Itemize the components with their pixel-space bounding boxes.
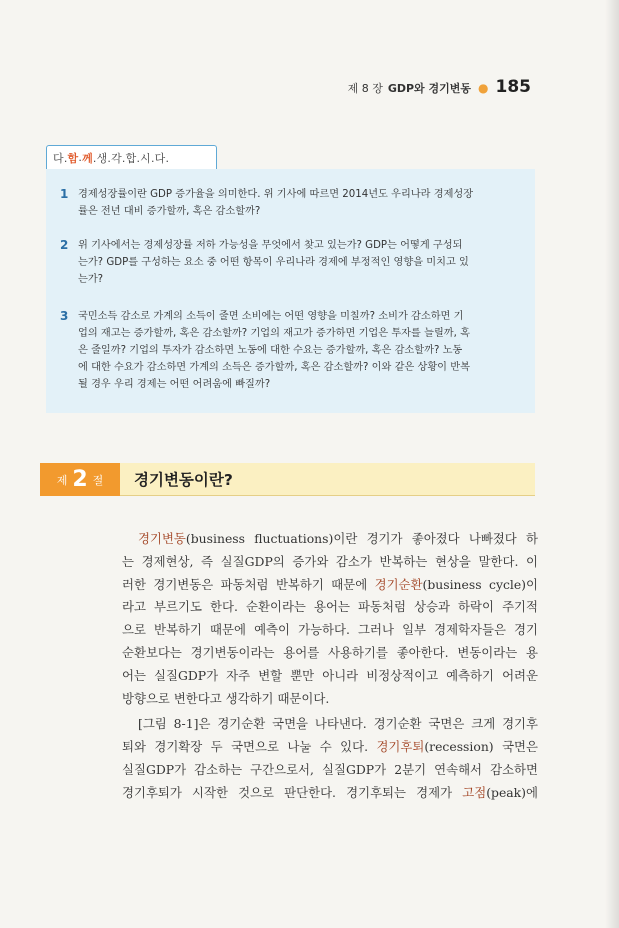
question-number: 3 xyxy=(60,309,69,323)
key-term: 경기순환 xyxy=(374,576,423,592)
discussion-tab: 다. 함 . 께 .생.각.합.시.다. xyxy=(46,145,217,169)
body-line: 러한 경기변동은 파동처럼 반복하기 때문에 경기순환(business cycle)이 xyxy=(122,576,538,592)
body-text xyxy=(122,528,538,805)
body-line: 방향으로 변한다고 생각하기 때문이다. xyxy=(122,690,330,706)
question-number: 1 xyxy=(60,187,69,201)
body-line: 경기변동(business fluctuations)이란 경기가 좋아졌다 나빠졌다 하 xyxy=(138,531,538,546)
question-3: 3 국민소득 감소로 가계의 소득이 줄면 소비에는 어떤 영향을 미칠까? 소비가 감소하면 기 업의 재고는 증가할까, 혹은 감소할까? 기업의 재고가 증가하면 기업은 투자를 늘릴까, 혹 은 줄일까? 기업의 투자가 감소하면 노동에 대한 수요는 증가할까, 혹은 감소할까? 노동 에 대한 수요가 감소하면 가계의 소득은 증가할까, 혹은 감소할까? 이와 같은 상황이 반복 될 경우 우리 경제는 어떤 어려움에 빠질까? xyxy=(60,309,470,390)
body-line: 는 경제현상, 즉 실질GDP의 증가와 감소가 반복하는 현상을 말한다. 이 xyxy=(122,553,538,569)
body-line: 어는 실질GDP가 자주 변할 뿐만 아니라 비정상적이고 예측하기 어려운 xyxy=(122,667,538,683)
section-title: 경기변동이란? xyxy=(134,471,233,489)
body-line: 실질GDP가 감소하는 구간으로서, 실질GDP가 2분기 연속해서 감소하면 xyxy=(122,761,538,777)
question-number: 2 xyxy=(60,238,69,252)
question-2: 2 위 기사에서는 경제성장률 저하 가능성을 무엇에서 찾고 있는가? GDP는 어떻게 구성되 는가? GDP를 구성하는 요소 중 어떤 항목이 우리나라 경제에 부정적인 영향을 미치고 있 는가? xyxy=(60,238,469,285)
page-edge-shadow xyxy=(605,0,619,928)
section-number: 2 xyxy=(72,467,88,492)
body-line: 순환보다는 경기변동이라는 용어를 사용하기를 좋아한다. 변동이라는 용 xyxy=(122,644,538,660)
key-term: 경기후퇴 xyxy=(376,739,425,755)
separator-dot-icon: ● xyxy=(478,81,489,95)
question-1: 1 경제성장률이란 GDP 증가율을 의미한다. 위 기사에 따르면 2014년도 우리나라 경제성장 률은 전년 대비 증가할까, 혹은 감소할까? xyxy=(60,187,474,217)
discussion-box xyxy=(46,169,535,413)
key-term: 경기변동 xyxy=(138,531,186,546)
body-line: 경기후퇴가 시작한 것으로 판단한다. 경기후퇴는 경제가 고점(peak)에 xyxy=(122,784,538,800)
section-badge: 제 2 절 xyxy=(40,463,120,496)
key-term: 고점 xyxy=(462,784,487,800)
section-title-bar xyxy=(120,463,535,496)
body-line: 퇴와 경기확장 두 국면으로 나눌 수 있다. 경기후퇴(recession) 국면은 xyxy=(122,739,538,755)
body-line: 라고 부르기도 한다. 순환이라는 용어는 파동처럼 상승과 하락이 주기적 xyxy=(122,599,538,615)
body-line: [그림 8-1]은 경기순환 국면을 나타낸다. 경기순환 국면은 크게 경기후 xyxy=(138,716,538,732)
body-line: 으로 반복하기 때문에 예측이 가능하다. 그러나 일부 경제학자들은 경기 xyxy=(122,622,538,638)
page-number: 185 xyxy=(495,77,531,97)
chapter-title: GDP와 경기변동 xyxy=(387,82,472,95)
running-header xyxy=(348,77,531,97)
chapter-label: 제 8 장 xyxy=(347,82,383,95)
